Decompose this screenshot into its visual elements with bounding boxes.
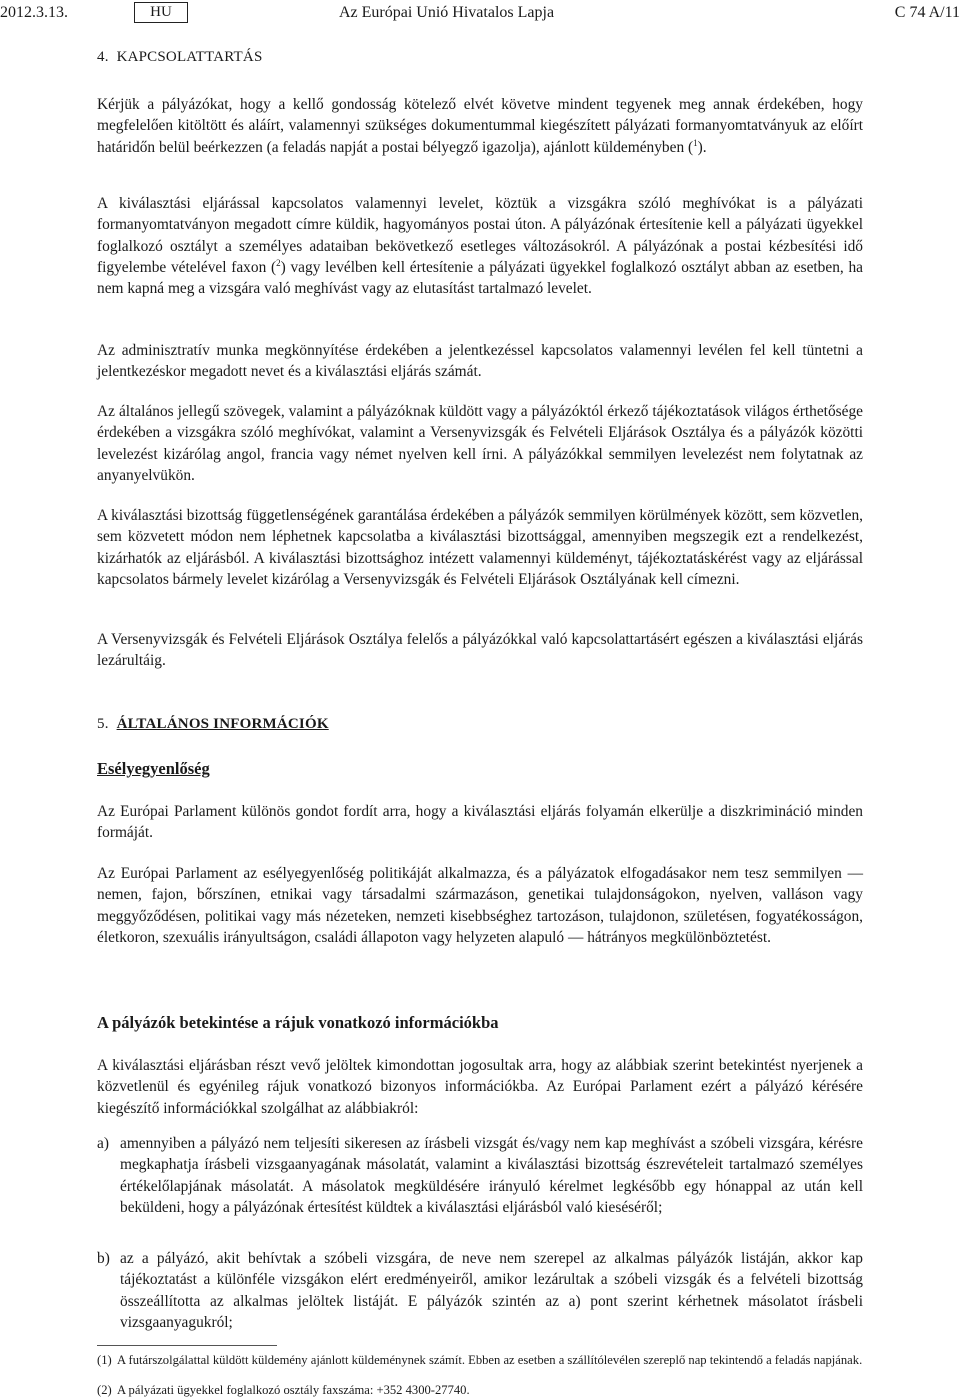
- footnote-marker: (2): [97, 1383, 112, 1397]
- publication-date: 2012.3.13.: [0, 4, 68, 21]
- page-header: [0, 0, 960, 26]
- section-4-heading: [97, 49, 262, 66]
- section-4-title: KAPCSOLATTARTÁS: [116, 49, 263, 65]
- paragraph-admin: Az adminisztratív munka megkönnyítése érdekében a jelentkezéssel kapcsolatos valamennyi levélen fel kell tüntetni a jelentkezéskor megadott nevet és a kiválasztási eljárás számát.: [97, 342, 863, 381]
- paragraph-discrimination: Az Európai Parlament különös gondot fordít arra, hogy a kiválasztási eljárás folyamán elkerülje a diszkrimináció minden formáját.: [97, 803, 863, 842]
- paragraph-independence: A kiválasztási bizottság függetlenségének garantálása érdekében a pályázók semmilyen körülmények között, sem közvetlen, sem közvetett módon nem léphetnek kapcsolatba a kiválasztási bizottsággal, amennyiben megszegik ezt a rendelkezést, kizárhatók az eljárásból. A kiválasztási bizottsághoz intézett valamennyi küldeményt, tájékoztatáskérést vagy az eljárással kapcsolatos bármely levelet kizárólag a Versenyvizsgák és Felvételi Eljárások Osztályának kell címezni.: [97, 507, 863, 588]
- list-item-a: [97, 1133, 863, 1218]
- footnote-1: [97, 1352, 863, 1369]
- footnote-text: A futárszolgálattal küldött küldemény ajánlott küldeménynek számít. Ebben az esetben a szállítólevélen szereplő nap tekintendő a feladás napjának.: [117, 1353, 863, 1367]
- language-code-badge: HU: [134, 2, 188, 23]
- list-marker: b): [97, 1250, 110, 1267]
- page-number: C 74 A/11: [894, 4, 960, 21]
- list-item-text: amennyiben a pályázó nem teljesíti sikeresen az írásbeli vizsgát és/vagy nem kap meghívást a szóbeli vizsgára, kérésre megkaphatja írásbeli vizsgaanyagának másolatát, valamint a kiválasztási bizottság észrevételeit tartalmazó személyes értékelőlapjának másolatát. A másolatok megküldésére irányuló kérelmet legkésőbb egy hónappal az után kell beküldeni, hogy a pályázónak értesítést küldtek a kiválasztási eljárásból való kieséséről;: [120, 1135, 863, 1216]
- journal-title: Az Európai Unió Hivatalos Lapja: [339, 4, 555, 21]
- footnote-2: [97, 1382, 863, 1399]
- footnote-text: A pályázati ügyekkel foglalkozó osztály faxszáma: +352 4300-27740.: [117, 1383, 470, 1397]
- subheading-equal-opportunities: Esélyegyenlőség: [97, 759, 210, 778]
- footnote-marker: (1): [97, 1353, 112, 1367]
- footnote-divider: [97, 1345, 277, 1346]
- paragraph-language: Az általános jellegű szövegek, valamint a pályázóknak küldött vagy a pályázóktól érkező tájékoztatások világos érthetősége érdekében a vizsgákra szóló meghívókat, valamint a Versenyvizsgák és Felvételi Eljárások Osztálya és a pályázók közötti levelezést kizárólag angol, francia vagy német nyelven kell írni. A pályázókkal semmilyen levelezést nem folytatnak az anyanyelvükön.: [97, 403, 863, 484]
- section-5-heading: [97, 716, 329, 733]
- paragraph-submission: Kérjük a pályázókat, hogy a kellő gondosság kötelező elvét követve mindent tegyenek meg annak érdekében, hogy megfelelően kitöltött és aláírt, valamennyi szükséges dokumentummal kiegészített pályázati formanyomtatványuk az előírt határidőn belül beérkezzen (a feladás napját a postai bélyegző igazolja), ajánlott küldeményben ($^1$).: [97, 96, 863, 156]
- paragraph-contact-unit: A Versenyvizsgák és Felvételi Eljárások Osztálya felelős a pályázókkal való kapcsolattartásért egészen a kiválasztási eljárás lezárultáig.: [97, 631, 863, 670]
- subheading-access-information: A pályázók betekintése a rájuk vonatkozó információkba: [97, 1013, 499, 1032]
- list-marker: a): [97, 1135, 109, 1152]
- paragraph-equal-policy: Az Európai Parlament az esélyegyenlőség politikáját alkalmazza, és a pályázatok elfogadásakor nem tesz semmilyen — nemen, fajon, bőrszínen, etnikai vagy társadalmi származáson, genetikai tulajdonságokon, nyelven, valláson vagy meggyőződésen, politikai vagy más nézeteken, nemzeti kisebbséghez tartozáson, tulajdonon, születésen, fogyatékosságon, életkoron, szexuális irányultságon, családi állapoton vagy helyzeten alapuló — hátrányos megkülönböztetést.: [97, 865, 863, 946]
- footnote-ref-1[interactable]: 1: [693, 137, 698, 148]
- footnote-ref-2[interactable]: 2: [276, 257, 281, 268]
- section-5-number: 5.: [97, 716, 109, 732]
- list-item-b: [97, 1248, 863, 1333]
- section-5-title: ÁLTALÁNOS INFORMÁCIÓK: [116, 716, 329, 732]
- paragraph-correspondence: A kiválasztási eljárással kapcsolatos valamennyi levelet, köztük a vizsgákra szóló meghívókat is a pályázati formanyomtatványon megadott címre küldik, hagyományos postai úton. A pályázónak értesítenie kell a pályázati ügyekkel foglalkozó osztályt a személyes adataiban bekövetkező esetleges változásokról. A pályázónak a postai kézbesítési idő figyelembe vételével faxon ($^2$) vagy levélben kell értesítenie a pályázati ügyekkel foglalkozó osztályt abban az esetben, ha nem kapná meg a vizsgára való meghívást vagy az elutasítást tartalmazó levelet.: [97, 195, 863, 298]
- section-4-number: 4.: [97, 49, 109, 65]
- paragraph-access-rights: A kiválasztási eljárásban részt vevő jelöltek kimondottan jogosultak arra, hogy az alábbiak szerint betekintést nyerjenek a közvetlenül és egyénileg rájuk vonatkozó bizonyos információkba. Az Európai Parlament ezért a pályázó kérésére kiegészítő információkkal szolgálhat az alábbiakról:: [97, 1057, 863, 1117]
- list-item-text: az a pályázó, akit behívtak a szóbeli vizsgára, de neve nem szerepel az alkalmas pályázók listáján, akkor kap tájékoztatást a különféle vizsgákon elért eredményeiről, amikor lezárultak a szóbeli vizsgák és a felvételi bizottság összeállította az alkalmas jelöltek listáját. E pályázók szintén az a) pont szerint kérhetnek másolatot írásbeli vizsgaanyagukról;: [120, 1250, 863, 1331]
